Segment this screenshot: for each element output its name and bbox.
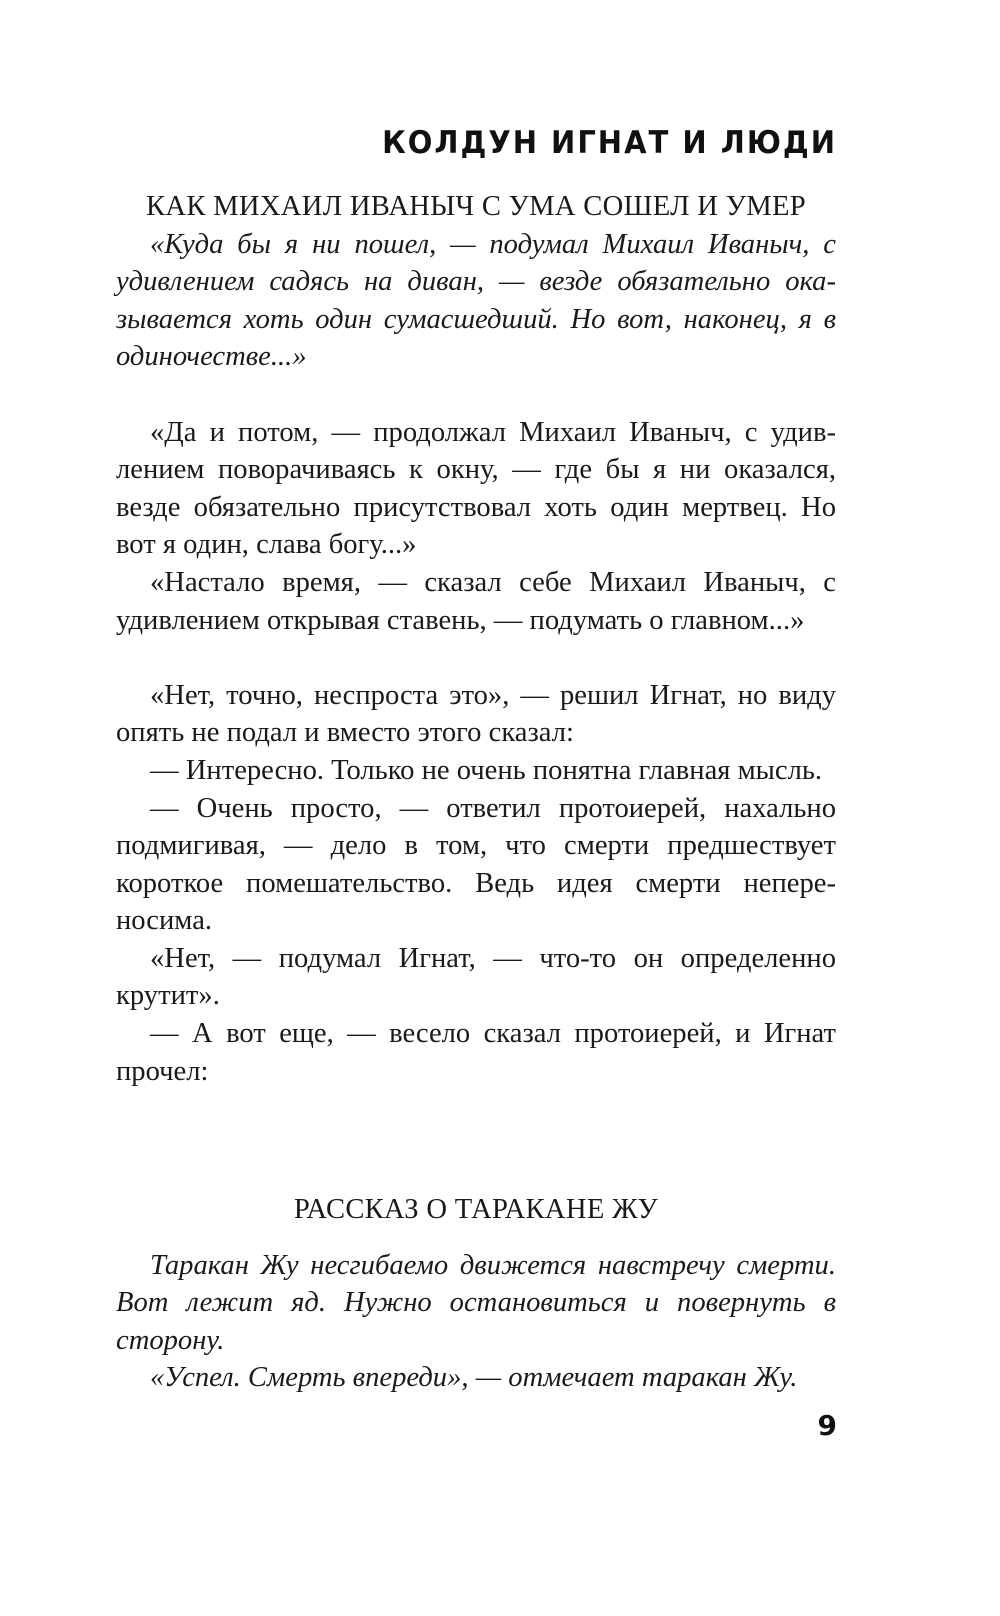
- paragraph: «Настало время, — сказал себе Михаил Иваныч, с удивлением открывая ставень, — подумать о главном...»: [116, 566, 836, 636]
- main-text: [116, 188, 836, 1090]
- running-head: КОЛДУН ИГНАТ И ЛЮДИ: [382, 124, 837, 161]
- paragraph: «Да и потом, — продолжал Михаил Иваныч, с удивлением поворачиваясь к окну, — где бы я ни оказался, везде обязательно присутствовал хоть один мертвец. Но вот я один, слава богу...»: [116, 416, 836, 561]
- heading-spacer: [116, 1229, 836, 1247]
- story-heading-1: КАК МИХАИЛ ИВАНЫЧ С УМА СОШЕЛ И УМЕР: [146, 191, 806, 222]
- paragraph: — Очень просто, — ответил протоиерей, нахально подмигивая, — дело в том, что смерти предшествует короткое помешательство. Ведь идея смерти непереносима.: [116, 792, 836, 937]
- paragraph: — А вот еще, — весело сказал протоиерей, и Игнат прочел:: [116, 1018, 836, 1087]
- paragraph: «Куда бы я ни пошел, — подумал Михаил Иваныч, с удивлением садясь на диван, — везде обязательно оказывается хоть один сумасшедший. Но вот, наконец, я в одиночестве...»: [116, 228, 836, 373]
- blank-line: [116, 376, 836, 414]
- page-number: 9: [817, 1409, 837, 1442]
- blank-line: [116, 639, 836, 677]
- paragraph: Таракан Жу несгибаемо движется навстречу смерти. Вот лежит яд. Нужно остановиться и повернуть в сторону.: [116, 1249, 836, 1356]
- paragraph: «Успел. Смерть впереди», — отмечает таракан Жу.: [150, 1362, 798, 1394]
- paragraph: «Нет, точно, неспроста это», — решил Игнат, но виду опять не подал и вместо этого сказал:: [116, 679, 836, 749]
- paragraph: «Нет, — подумал Игнат, — что-то он определенно крутит».: [116, 942, 836, 1012]
- paragraph: — Интересно. Только не очень понятна главная мысль.: [150, 754, 823, 786]
- second-story: [116, 1191, 836, 1397]
- story-heading-2: РАССКАЗ О ТАРАКАНЕ ЖУ: [293, 1194, 659, 1225]
